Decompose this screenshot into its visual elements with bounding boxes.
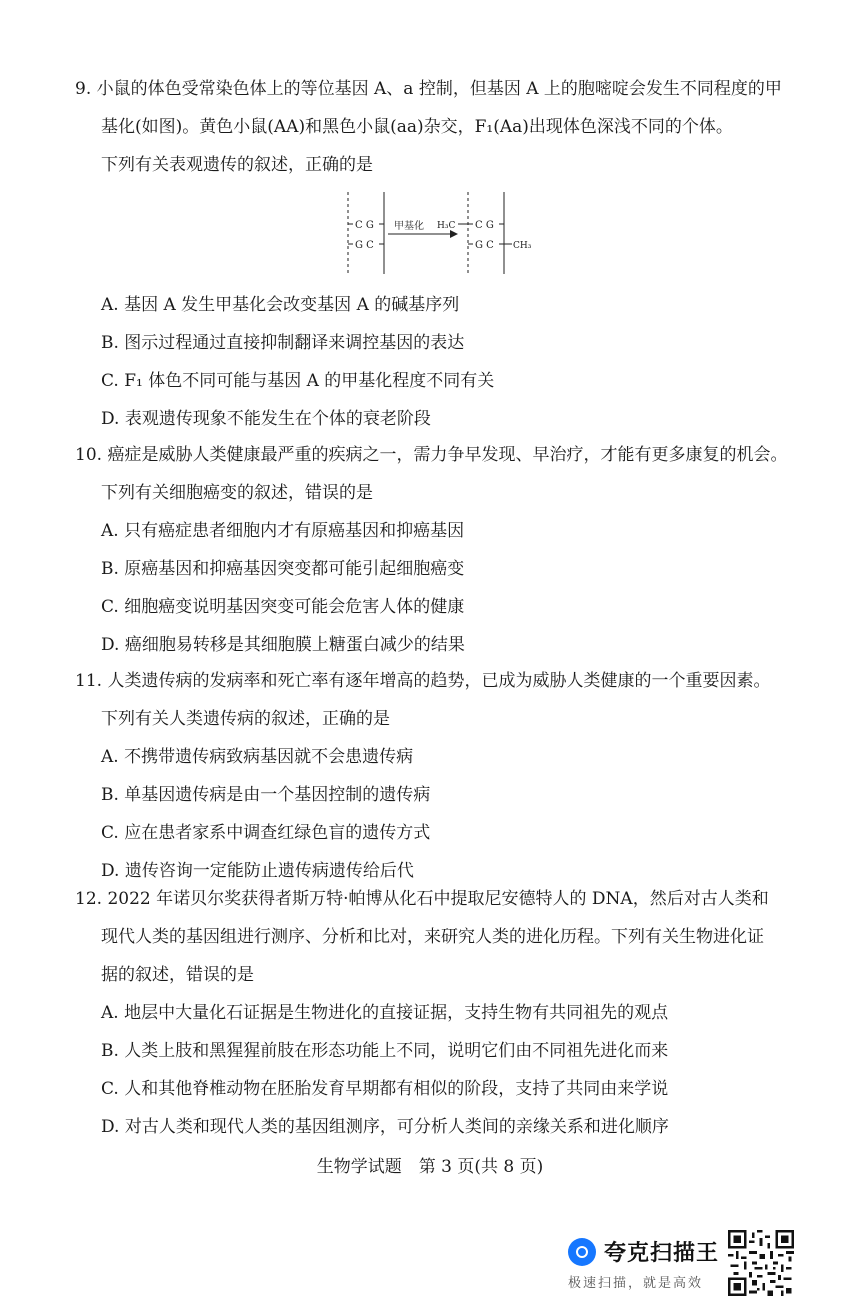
question-11-line-2: 下列有关人类遗传病的叙述，正确的是 xyxy=(101,709,390,729)
question-11-option-b: B. 单基因遗传病是由一个基因控制的遗传病 xyxy=(101,785,431,805)
question-9-option-b: B. 图示过程通过直接抑制翻译来调控基因的表达 xyxy=(101,333,465,353)
question-12-option-c: C. 人和其他脊椎动物在胚胎发育早期都有相似的阶段，支持了共同由来学说 xyxy=(101,1079,669,1099)
scanner-logo-icon xyxy=(568,1238,596,1266)
methylation-label: 甲基化 xyxy=(394,221,424,232)
question-9-line-3: 下列有关表观遗传的叙述，正确的是 xyxy=(101,155,373,175)
question-10-option-d: D. 癌细胞易转移是其细胞膜上糖蛋白减少的结果 xyxy=(101,635,465,655)
question-11 xyxy=(75,662,805,890)
scanner-app-name: 夸克扫描王 xyxy=(604,1241,720,1266)
question-12 xyxy=(75,880,805,1146)
question-12-option-a: A. 地层中大量化石证据是生物进化的直接证据，支持生物有共同祖先的观点 xyxy=(101,1003,669,1023)
question-10-option-b: B. 原癌基因和抑癌基因突变都可能引起细胞癌变 xyxy=(101,559,465,579)
question-9-option-c: C. F₁ 体色不同可能与基因 A 的甲基化程度不同有关 xyxy=(101,371,495,391)
question-9-line-1: 9. 小鼠的体色受常染色体上的等位基因 A、a 控制，但基因 A 上的胞嘧啶会发生不同程度的甲 xyxy=(75,79,782,99)
question-11-option-d: D. 遗传咨询一定能防止遗传病遗传给后代 xyxy=(101,861,414,881)
scanner-tagline: 极速扫描，就是高效 xyxy=(568,1276,704,1291)
methyl-group-top: H₃C xyxy=(437,221,456,231)
methyl-group-bottom: CH₃ xyxy=(513,241,532,251)
question-9-options xyxy=(75,286,805,438)
left-bottom-pair: G C xyxy=(355,240,374,251)
question-12-line-1: 12. 2022 年诺贝尔奖获得者斯万特·帕博从化石中提取尼安德特人的 DNA，然后对古人类和 xyxy=(75,889,769,909)
question-9-line-2: 基化(如图)。黄色小鼠(AA)和黑色小鼠(aa)杂交，F₁(Aa)出现体色深浅不同的个体。 xyxy=(101,117,733,137)
question-10-line-2: 下列有关细胞癌变的叙述，错误的是 xyxy=(101,483,373,503)
question-10 xyxy=(75,436,805,664)
question-9-option-a: A. 基因 A 发生甲基化会改变基因 A 的碱基序列 xyxy=(101,295,460,315)
question-10-option-c: C. 细胞癌变说明基因突变可能会危害人体的健康 xyxy=(101,597,465,617)
question-12-option-b: B. 人类上肢和黑猩猩前肢在形态功能上不同，说明它们由不同祖先进化而来 xyxy=(101,1041,669,1061)
right-bottom-pair: G C xyxy=(475,240,494,251)
question-9 xyxy=(75,70,805,184)
right-top-pair: C G xyxy=(475,220,494,231)
question-12-option-d: D. 对古人类和现代人类的基因组测序，可分析人类间的亲缘关系和进化顺序 xyxy=(101,1117,669,1137)
scanner-watermark xyxy=(566,1232,726,1292)
page-footer: 生物学试题 第 3 页(共 8 页) xyxy=(316,1157,544,1177)
question-9-option-d: D. 表观遗传现象不能发生在个体的衰老阶段 xyxy=(101,409,431,429)
question-11-option-a: A. 不携带遗传病致病基因就不会患遗传病 xyxy=(101,747,414,767)
question-12-line-3: 据的叙述，错误的是 xyxy=(101,965,254,985)
question-10-line-1: 10. 癌症是威胁人类健康最严重的疾病之一，需力争早发现、早治疗，才能有更多康复的机会。 xyxy=(75,445,788,465)
question-11-option-c: C. 应在患者家系中调查红绿色盲的遗传方式 xyxy=(101,823,431,843)
dna-methylation-diagram xyxy=(340,188,550,278)
question-11-line-1: 11. 人类遗传病的发病率和死亡率有逐年增高的趋势，已成为威胁人类健康的一个重要因素。 xyxy=(75,671,771,691)
question-10-option-a: A. 只有癌症患者细胞内才有原癌基因和抑癌基因 xyxy=(101,521,465,541)
question-12-line-2: 现代人类的基因组进行测序、分析和比对，来研究人类的进化历程。下列有关生物进化证 xyxy=(101,927,764,947)
qr-code-icon xyxy=(728,1230,794,1296)
left-top-pair: C G xyxy=(355,220,374,231)
